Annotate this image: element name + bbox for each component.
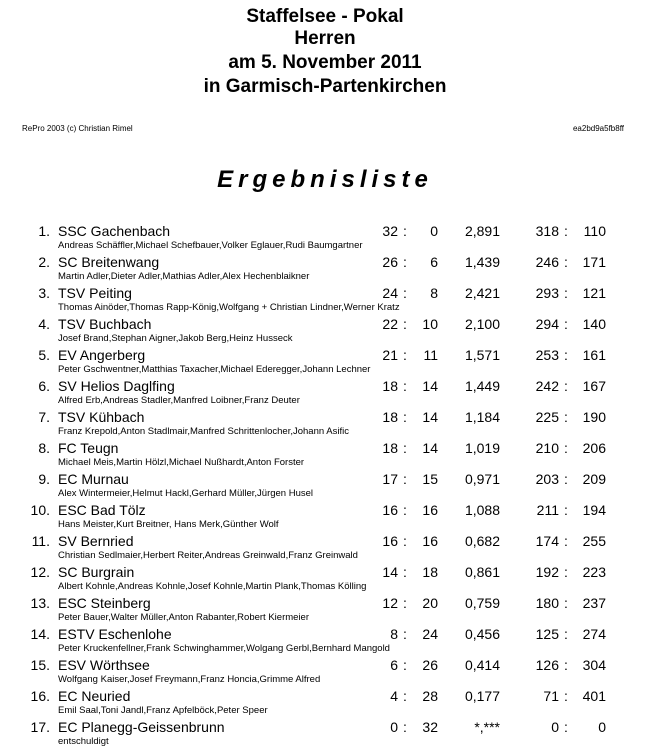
result-row [0, 470, 650, 501]
stock-points-against: 237 [582, 595, 606, 611]
points-lost: 16 [422, 502, 438, 518]
team-players: Alex Wintermeier,Helmut Hackl,Gerhard Müller,Jürgen Husel [58, 488, 314, 499]
quotient: 1,449 [464, 378, 500, 394]
quotient: *,*** [474, 719, 500, 735]
stock-points-against: 274 [582, 626, 606, 642]
stock-points-against: 190 [582, 409, 606, 425]
points-separator: : [403, 378, 407, 394]
rank-number: 6. [38, 378, 50, 394]
points-won: 22 [382, 316, 398, 332]
title-line-4: in Garmisch-Partenkirchen [203, 76, 447, 97]
stock-points-for: 210 [535, 440, 559, 456]
stock-points-against: 223 [582, 564, 606, 580]
points-won: 21 [382, 347, 398, 363]
stock-points-against: 121 [582, 285, 606, 301]
stock-points-against: 167 [582, 378, 606, 394]
quotient: 1,439 [464, 254, 500, 270]
result-row [0, 532, 650, 563]
quotient: 1,571 [464, 347, 500, 363]
team-players: Emil Saal,Toni Jandl,Franz Apfelböck,Peter Speer [58, 705, 268, 716]
team-name: SC Burgrain [58, 564, 135, 580]
stock-points-against: 161 [582, 347, 606, 363]
points-won: 6 [390, 657, 398, 673]
stock-points-for: 192 [535, 564, 559, 580]
result-row [0, 687, 650, 718]
points-lost: 14 [422, 378, 438, 394]
points-separator: : [403, 440, 407, 456]
stock-points-against: 0 [598, 719, 606, 735]
team-name: EV Angerberg [58, 347, 146, 363]
quotient: 0,971 [464, 471, 500, 487]
team-players: Thomas Ainöder,Thomas Rapp-König,Wolfgang + Christian Lindner,Werner Kratz [58, 302, 400, 313]
points-separator: : [403, 347, 407, 363]
points-separator: : [403, 564, 407, 580]
stock-separator: : [564, 688, 568, 704]
points-separator: : [403, 409, 407, 425]
stock-points-for: 71 [543, 688, 559, 704]
copyright-note: RePro 2003 (c) Christian Rimel [22, 124, 133, 133]
title-line-1: Staffelsee - Pokal [246, 6, 404, 27]
points-separator: : [403, 254, 407, 270]
stock-points-against: 110 [583, 223, 606, 239]
points-lost: 20 [422, 595, 438, 611]
stock-separator: : [564, 316, 568, 332]
team-name: EC Neuried [58, 688, 131, 704]
points-lost: 8 [430, 285, 438, 301]
points-lost: 26 [422, 657, 438, 673]
stock-separator: : [564, 223, 568, 239]
result-row [0, 439, 650, 470]
stock-separator: : [564, 378, 568, 394]
quotient: 0,456 [464, 626, 500, 642]
stock-separator: : [564, 626, 568, 642]
points-lost: 15 [422, 471, 438, 487]
rank-number: 13. [30, 595, 50, 611]
points-separator: : [403, 285, 407, 301]
result-row [0, 501, 650, 532]
quotient: 0,861 [464, 564, 500, 580]
rank-number: 9. [38, 471, 50, 487]
quotient: 1,184 [464, 409, 500, 425]
rank-number: 17. [30, 719, 50, 735]
stock-points-against: 171 [582, 254, 606, 270]
result-row [0, 408, 650, 439]
stock-separator: : [564, 440, 568, 456]
stock-separator: : [564, 564, 568, 580]
quotient: 1,019 [464, 440, 500, 456]
stock-points-against: 194 [582, 502, 606, 518]
stock-separator: : [564, 409, 568, 425]
stock-points-for: 174 [535, 533, 559, 549]
page-heading: Ergebnisliste [217, 166, 433, 193]
result-row [0, 563, 650, 594]
team-name: SV Bernried [58, 533, 134, 549]
team-name: ESTV Eschenlohe [58, 626, 172, 642]
team-name: SSC Gachenbach [58, 223, 171, 239]
team-name: SV Helios Daglfing [58, 378, 175, 394]
points-lost: 10 [422, 316, 438, 332]
team-name: ESC Steinberg [58, 595, 151, 611]
stock-points-against: 206 [582, 440, 606, 456]
stock-separator: : [564, 502, 568, 518]
points-separator: : [403, 595, 407, 611]
quotient: 0,759 [464, 595, 500, 611]
points-won: 24 [382, 285, 398, 301]
rank-number: 12. [30, 564, 50, 580]
stock-points-for: 246 [535, 254, 559, 270]
team-name: TSV Peiting [58, 285, 132, 301]
team-players: Michael Meis,Martin Hölzl,Michael Nußhardt,Anton Forster [58, 457, 305, 468]
rank-number: 7. [38, 409, 50, 425]
quotient: 0,682 [464, 533, 500, 549]
points-won: 18 [382, 409, 398, 425]
rank-number: 11. [31, 533, 50, 549]
stock-points-against: 140 [582, 316, 606, 332]
title-line-2: Herren [294, 28, 356, 49]
stock-points-for: 318 [535, 223, 559, 239]
team-players: Martin Adler,Dieter Adler,Mathias Adler,Alex Hechenblaikner [58, 271, 310, 282]
points-won: 32 [382, 223, 398, 239]
points-lost: 6 [430, 254, 438, 270]
rank-number: 15. [30, 657, 50, 673]
quotient: 0,177 [464, 688, 500, 704]
rank-number: 16. [30, 688, 50, 704]
rank-number: 8. [38, 440, 50, 456]
team-players: Peter Gschwentner,Matthias Taxacher,Michael Ederegger,Johann Lechner [58, 364, 371, 375]
team-name: TSV Buchbach [58, 316, 152, 332]
points-won: 16 [382, 533, 398, 549]
stock-points-for: 125 [535, 626, 559, 642]
points-separator: : [403, 657, 407, 673]
stock-separator: : [564, 471, 568, 487]
team-players: Josef Brand,Stephan Aigner,Jakob Berg,Heinz Husseck [58, 333, 293, 344]
points-lost: 11 [423, 347, 438, 363]
result-row [0, 718, 650, 749]
points-won: 8 [390, 626, 398, 642]
points-lost: 14 [422, 409, 438, 425]
stock-points-against: 209 [582, 471, 606, 487]
result-row [0, 377, 650, 408]
result-row [0, 222, 650, 253]
rank-number: 5. [38, 347, 50, 363]
team-players: Albert Kohnle,Andreas Kohnle,Josef Kohnle,Martin Plank,Thomas Kölling [58, 581, 367, 592]
points-lost: 24 [422, 626, 438, 642]
stock-points-against: 255 [582, 533, 606, 549]
team-players: Alfred Erb,Andreas Stadler,Manfred Loibner,Franz Deuter [58, 395, 300, 406]
points-won: 14 [382, 564, 398, 580]
points-separator: : [403, 471, 407, 487]
result-row [0, 315, 650, 346]
stock-points-against: 304 [582, 657, 606, 673]
stock-points-for: 180 [535, 595, 559, 611]
rank-number: 2. [38, 254, 50, 270]
quotient: 2,421 [464, 285, 500, 301]
points-separator: : [403, 688, 407, 704]
stock-points-for: 253 [535, 347, 559, 363]
stock-separator: : [564, 595, 568, 611]
stock-separator: : [564, 254, 568, 270]
points-lost: 28 [422, 688, 438, 704]
points-separator: : [403, 223, 407, 239]
result-row [0, 594, 650, 625]
team-name: ESV Wörthsee [58, 657, 150, 673]
rank-number: 10. [30, 502, 50, 518]
rank-number: 3. [38, 285, 50, 301]
team-players: Peter Bauer,Walter Müller,Anton Rabanter,Robert Kiermeier [58, 612, 309, 623]
team-players: Peter Kruckenfellner,Frank Schwinghammer,Wolgang Gerbl,Bernhard Mangold [58, 643, 390, 654]
points-separator: : [403, 533, 407, 549]
stock-points-for: 293 [535, 285, 559, 301]
points-separator: : [403, 316, 407, 332]
stock-points-against: 401 [582, 688, 606, 704]
points-won: 16 [382, 502, 398, 518]
rank-number: 14. [30, 626, 50, 642]
result-row [0, 284, 650, 315]
team-name: EC Planegg-Geissenbrunn [58, 719, 225, 735]
result-row [0, 656, 650, 687]
results-list [0, 222, 650, 749]
result-row [0, 346, 650, 377]
stock-points-for: 242 [535, 378, 559, 394]
team-players: Hans Meister,Kurt Breitner, Hans Merk,Günther Wolf [58, 519, 279, 530]
points-won: 4 [390, 688, 398, 704]
stock-points-for: 294 [535, 316, 559, 332]
team-players: entschuldigt [58, 736, 109, 747]
quotient: 0,414 [464, 657, 500, 673]
team-players: Christian Sedlmaier,Herbert Reiter,Andreas Greinwald,Franz Greinwald [58, 550, 358, 561]
team-name: EC Murnau [58, 471, 129, 487]
points-won: 17 [382, 471, 398, 487]
team-players: Andreas Schäffler,Michael Schefbauer,Volker Eglauer,Rudi Baumgartner [58, 240, 363, 251]
points-won: 0 [390, 719, 398, 735]
stock-points-for: 0 [551, 719, 559, 735]
team-name: TSV Kühbach [58, 409, 145, 425]
stock-points-for: 211 [536, 502, 559, 518]
team-players: Franz Krepold,Anton Stadlmair,Manfred Schrittenlocher,Johann Asific [58, 426, 349, 437]
team-name: ESC Bad Tölz [58, 502, 146, 518]
stock-separator: : [564, 533, 568, 549]
result-row [0, 253, 650, 284]
points-lost: 32 [422, 719, 438, 735]
points-separator: : [403, 626, 407, 642]
points-separator: : [403, 719, 407, 735]
result-row [0, 625, 650, 656]
rank-number: 1. [38, 223, 50, 239]
points-won: 18 [382, 440, 398, 456]
rank-number: 4. [38, 316, 50, 332]
quotient: 2,891 [464, 223, 500, 239]
points-won: 26 [382, 254, 398, 270]
stock-points-for: 126 [535, 657, 559, 673]
points-won: 12 [382, 595, 398, 611]
points-lost: 0 [430, 223, 438, 239]
quotient: 2,100 [464, 316, 500, 332]
stock-separator: : [564, 657, 568, 673]
points-lost: 18 [422, 564, 438, 580]
quotient: 1,088 [464, 502, 500, 518]
stock-separator: : [564, 719, 568, 735]
points-won: 18 [382, 378, 398, 394]
team-name: SC Breitenwang [58, 254, 160, 270]
stock-separator: : [564, 285, 568, 301]
document-id: ea2bd9a5fb8ff [572, 124, 624, 133]
title-line-3: am 5. November 2011 [228, 52, 422, 73]
points-separator: : [403, 502, 407, 518]
stock-points-for: 225 [535, 409, 559, 425]
stock-points-for: 203 [535, 471, 559, 487]
stock-separator: : [564, 347, 568, 363]
team-name: FC Teugn [58, 440, 119, 456]
team-players: Wolfgang Kaiser,Josef Freymann,Franz Honcia,Grimme Alfred [58, 674, 321, 685]
points-lost: 14 [422, 440, 438, 456]
points-lost: 16 [422, 533, 438, 549]
